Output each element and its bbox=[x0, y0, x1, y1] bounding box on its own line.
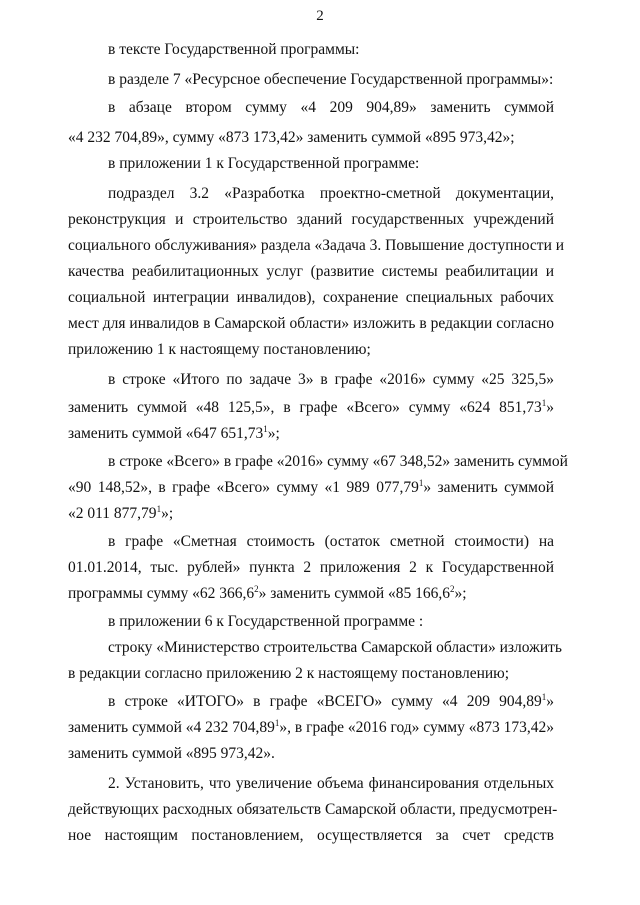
text-line: 2. Установить, что увеличение объема финансирования отдельных bbox=[108, 775, 554, 792]
text-line: в графе «Сметная стоимость (остаток сметной стоимости) на bbox=[108, 533, 554, 550]
text-line: реконструкция и строительство зданий государственных учреждений bbox=[68, 211, 554, 228]
text-line: «2 011 877,79$^1$»; bbox=[68, 504, 174, 522]
text-line: заменить суммой «895 973,42». bbox=[68, 745, 275, 762]
text-line: в строке «Итого по задаче 3» в графе «2016» сумму «25 325,5» bbox=[108, 371, 554, 388]
text-line: ное настоящим постановлением, осуществляется за счет средств bbox=[68, 827, 554, 844]
text-line: в приложении 6 к Государственной программе : bbox=[108, 613, 424, 630]
text-line: действующих расходных обязательств Самарской области, предусмотрен- bbox=[68, 801, 558, 818]
text-line: в строке «Всего» в графе «2016» сумму «67 348,52» заменить суммой bbox=[108, 453, 568, 470]
text-line: мест для инвалидов в Самарской области» изложить в редакции согласно bbox=[68, 315, 554, 332]
text-line: в разделе 7 «Ресурсное обеспечение Государственной программы»: bbox=[108, 71, 554, 88]
text-line: качества реабилитационных услуг (развитие системы реабилитации и bbox=[68, 263, 554, 280]
text-line: в тексте Государственной программы: bbox=[108, 41, 360, 58]
text-line: в редакции согласно приложению 2 к настоящему постановлению; bbox=[68, 665, 510, 682]
text-line: в абзаце втором сумму «4 209 904,89» заменить суммой bbox=[108, 99, 554, 116]
text-line: приложению 1 к настоящему постановлению; bbox=[68, 341, 371, 358]
text-line: социальной интеграции инвалидов), сохранение специальных рабочих bbox=[68, 289, 554, 306]
text-line: «4 232 704,89», сумму «873 173,42» заменить суммой «895 973,42»; bbox=[68, 129, 515, 146]
text-line: заменить суммой «4 232 704,89$^1$», в графе «2016 год» сумму «873 173,42» bbox=[68, 718, 554, 736]
text-line: строку «Министерство строительства Самарской области» изложить bbox=[108, 639, 562, 656]
text-line: заменить суммой «48 125,5», в графе «Всего» сумму «624 851,73$^1$» bbox=[68, 398, 554, 416]
text-line: 01.01.2014, тыс. рублей» пункта 2 приложения 2 к Государственной bbox=[68, 559, 554, 576]
text-line: заменить суммой «647 651,73$^1$»; bbox=[68, 424, 280, 442]
text-line: «90 148,52», в графе «Всего» сумму «1 989 077,79$^1$» заменить суммой bbox=[68, 478, 554, 496]
text-line: социального обслуживания» раздела «Задача 3. Повышение доступности и bbox=[68, 237, 565, 254]
text-line: в приложении 1 к Государственной программе: bbox=[108, 155, 420, 172]
text-line: в строке «ИТОГО» в графе «ВСЕГО» сумму «4 209 904,89$^1$» bbox=[108, 692, 554, 710]
text-line: подраздел 3.2 «Разработка проектно-сметной документации, bbox=[108, 185, 554, 202]
page-number: 2 bbox=[316, 8, 324, 24]
text-line: программы сумму «62 366,6$^2$» заменить суммой «85 166,6$^2$»; bbox=[68, 584, 467, 602]
